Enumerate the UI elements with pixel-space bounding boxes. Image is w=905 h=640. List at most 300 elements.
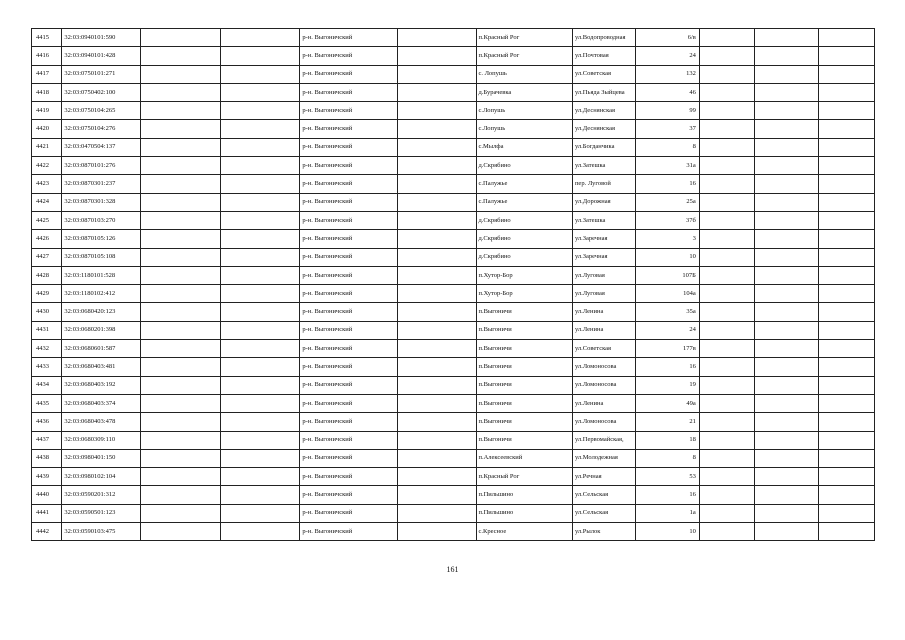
cadastral-number-cell: 32:03:0750101:271: [62, 65, 141, 83]
house-number-cell: 104а: [635, 285, 699, 303]
street-cell: ул.Водопроводная: [572, 29, 635, 47]
district-cell: р-н. Выгоничский: [300, 449, 398, 467]
empty-cell: [220, 248, 300, 266]
row-number-cell: 4428: [32, 266, 62, 284]
empty-cell: [397, 413, 476, 431]
district-cell: р-н. Выгоничский: [300, 157, 398, 175]
row-number-cell: 4438: [32, 449, 62, 467]
district-cell: р-н. Выгоничский: [300, 358, 398, 376]
empty-cell: [755, 504, 819, 522]
empty-cell: [220, 413, 300, 431]
empty-cell: [220, 47, 300, 65]
empty-cell: [397, 266, 476, 284]
empty-cell: [755, 486, 819, 504]
street-cell: ул.Ломоносова: [572, 376, 635, 394]
empty-cell: [141, 193, 221, 211]
row-number-cell: 4421: [32, 138, 62, 156]
locality-cell: с.Палужье: [476, 193, 572, 211]
table-row: [32, 504, 875, 522]
empty-cell: [819, 120, 875, 138]
empty-cell: [397, 102, 476, 120]
cadastral-number-cell: 32:03:0680403:192: [62, 376, 141, 394]
locality-cell: п.Пильшино: [476, 504, 572, 522]
district-cell: р-н. Выгоничский: [300, 65, 398, 83]
house-number-cell: 6/в: [635, 29, 699, 47]
empty-cell: [141, 321, 221, 339]
empty-cell: [819, 65, 875, 83]
locality-cell: п.Красный Рог: [476, 47, 572, 65]
district-cell: р-н. Выгоничский: [300, 266, 398, 284]
row-number-cell: 4435: [32, 394, 62, 412]
empty-cell: [699, 248, 755, 266]
street-cell: ул.Ленина: [572, 321, 635, 339]
empty-cell: [755, 193, 819, 211]
empty-cell: [819, 523, 875, 541]
empty-cell: [141, 523, 221, 541]
empty-cell: [755, 47, 819, 65]
district-cell: р-н. Выгоничский: [300, 523, 398, 541]
locality-cell: п.Красный Рог: [476, 468, 572, 486]
locality-cell: п.Красный Рог: [476, 29, 572, 47]
house-number-cell: 16: [635, 358, 699, 376]
empty-cell: [220, 65, 300, 83]
empty-cell: [397, 321, 476, 339]
house-number-cell: 18: [635, 431, 699, 449]
empty-cell: [699, 431, 755, 449]
street-cell: ул.Затешка: [572, 211, 635, 229]
house-number-cell: 53: [635, 468, 699, 486]
cadastral-number-cell: 32:03:0680403:478: [62, 413, 141, 431]
empty-cell: [220, 266, 300, 284]
district-cell: р-н. Выгоничский: [300, 321, 398, 339]
empty-cell: [397, 230, 476, 248]
row-number-cell: 4431: [32, 321, 62, 339]
house-number-cell: 10: [635, 523, 699, 541]
empty-cell: [220, 157, 300, 175]
locality-cell: п.Пильшино: [476, 486, 572, 504]
empty-cell: [220, 394, 300, 412]
empty-cell: [819, 157, 875, 175]
district-cell: р-н. Выгоничский: [300, 285, 398, 303]
table-row: [32, 376, 875, 394]
empty-cell: [397, 211, 476, 229]
empty-cell: [220, 468, 300, 486]
row-number-cell: 4417: [32, 65, 62, 83]
district-cell: р-н. Выгоничский: [300, 376, 398, 394]
empty-cell: [819, 266, 875, 284]
empty-cell: [220, 523, 300, 541]
empty-cell: [220, 102, 300, 120]
empty-cell: [755, 376, 819, 394]
row-number-cell: 4423: [32, 175, 62, 193]
district-cell: р-н. Выгоничский: [300, 47, 398, 65]
empty-cell: [397, 83, 476, 101]
locality-cell: п.Хутор-Бор: [476, 266, 572, 284]
empty-cell: [141, 230, 221, 248]
empty-cell: [819, 248, 875, 266]
empty-cell: [397, 138, 476, 156]
empty-cell: [141, 449, 221, 467]
empty-cell: [699, 303, 755, 321]
empty-cell: [141, 285, 221, 303]
locality-cell: д.Бурачевка: [476, 83, 572, 101]
house-number-cell: 24: [635, 321, 699, 339]
empty-cell: [220, 138, 300, 156]
cadastral-number-cell: 32:03:0870101:276: [62, 157, 141, 175]
empty-cell: [699, 175, 755, 193]
empty-cell: [220, 321, 300, 339]
empty-cell: [141, 157, 221, 175]
empty-cell: [755, 468, 819, 486]
row-number-cell: 4442: [32, 523, 62, 541]
empty-cell: [819, 230, 875, 248]
cadastral-number-cell: 32:03:1180101:528: [62, 266, 141, 284]
house-number-cell: 37: [635, 120, 699, 138]
row-number-cell: 4424: [32, 193, 62, 211]
locality-cell: с. Лопушь: [476, 65, 572, 83]
empty-cell: [819, 504, 875, 522]
empty-cell: [699, 468, 755, 486]
page-number: 161: [446, 565, 459, 574]
empty-cell: [220, 29, 300, 47]
empty-cell: [699, 266, 755, 284]
locality-cell: п.Алексеевский: [476, 449, 572, 467]
table-row: [32, 102, 875, 120]
empty-cell: [699, 157, 755, 175]
empty-cell: [819, 358, 875, 376]
empty-cell: [220, 230, 300, 248]
cadastral-number-cell: 32:03:0870105:108: [62, 248, 141, 266]
street-cell: ул.Ломоносова: [572, 358, 635, 376]
locality-cell: д.Скрябино: [476, 248, 572, 266]
cadastral-number-cell: 32:03:0940101:428: [62, 47, 141, 65]
empty-cell: [699, 394, 755, 412]
empty-cell: [755, 394, 819, 412]
table-row: [32, 157, 875, 175]
empty-cell: [141, 47, 221, 65]
empty-cell: [699, 486, 755, 504]
empty-cell: [819, 47, 875, 65]
street-cell: ул.Советская: [572, 340, 635, 358]
street-cell: ул.Молодежная: [572, 449, 635, 467]
cadastral-number-cell: 32:03:0680420:123: [62, 303, 141, 321]
empty-cell: [397, 303, 476, 321]
street-cell: пер. Луговой: [572, 175, 635, 193]
row-number-cell: 4430: [32, 303, 62, 321]
locality-cell: п.Выгоничи: [476, 321, 572, 339]
house-number-cell: 3: [635, 230, 699, 248]
empty-cell: [141, 29, 221, 47]
table-row: [32, 413, 875, 431]
table-row: [32, 175, 875, 193]
empty-cell: [141, 175, 221, 193]
district-cell: р-н. Выгоничский: [300, 120, 398, 138]
cadastral-number-cell: 32:03:0940101:590: [62, 29, 141, 47]
street-cell: ул.Ленина: [572, 394, 635, 412]
empty-cell: [755, 248, 819, 266]
street-cell: ул.Заречная: [572, 248, 635, 266]
empty-cell: [699, 211, 755, 229]
empty-cell: [397, 285, 476, 303]
locality-cell: п.Выгоничи: [476, 303, 572, 321]
empty-cell: [397, 358, 476, 376]
cadastral-number-cell: 32:03:0870103:270: [62, 211, 141, 229]
empty-cell: [819, 340, 875, 358]
house-number-cell: 107Б: [635, 266, 699, 284]
street-cell: ул.Богданчика: [572, 138, 635, 156]
empty-cell: [699, 285, 755, 303]
empty-cell: [755, 65, 819, 83]
cadastral-number-cell: 32:03:0870301:328: [62, 193, 141, 211]
empty-cell: [819, 29, 875, 47]
house-number-cell: 132: [635, 65, 699, 83]
empty-cell: [699, 358, 755, 376]
district-cell: р-н. Выгоничский: [300, 504, 398, 522]
empty-cell: [220, 486, 300, 504]
empty-cell: [397, 65, 476, 83]
empty-cell: [220, 340, 300, 358]
house-number-cell: 10: [635, 248, 699, 266]
house-number-cell: 8: [635, 138, 699, 156]
empty-cell: [397, 248, 476, 266]
empty-cell: [220, 285, 300, 303]
empty-cell: [819, 138, 875, 156]
row-number-cell: 4432: [32, 340, 62, 358]
empty-cell: [397, 449, 476, 467]
locality-cell: д.Скрябино: [476, 230, 572, 248]
empty-cell: [141, 138, 221, 156]
street-cell: ул.Луговая: [572, 285, 635, 303]
empty-cell: [397, 29, 476, 47]
cadastral-number-cell: 32:03:0750104:265: [62, 102, 141, 120]
empty-cell: [699, 47, 755, 65]
cadastral-number-cell: 32:03:0680403:481: [62, 358, 141, 376]
empty-cell: [755, 340, 819, 358]
cadastral-number-cell: 32:03:0750402:100: [62, 83, 141, 101]
district-cell: р-н. Выгоничский: [300, 193, 398, 211]
table-row: [32, 193, 875, 211]
district-cell: р-н. Выгоничский: [300, 431, 398, 449]
empty-cell: [819, 102, 875, 120]
table-row: [32, 486, 875, 504]
empty-cell: [397, 431, 476, 449]
house-number-cell: 99: [635, 102, 699, 120]
table-row: [32, 266, 875, 284]
empty-cell: [397, 394, 476, 412]
empty-cell: [755, 266, 819, 284]
empty-cell: [755, 120, 819, 138]
cadastral-number-cell: 32:03:0680201:398: [62, 321, 141, 339]
district-cell: р-н. Выгоничский: [300, 303, 398, 321]
row-number-cell: 4429: [32, 285, 62, 303]
district-cell: р-н. Выгоничский: [300, 138, 398, 156]
district-cell: р-н. Выгоничский: [300, 175, 398, 193]
empty-cell: [220, 504, 300, 522]
empty-cell: [141, 340, 221, 358]
table-row: [32, 340, 875, 358]
row-number-cell: 4437: [32, 431, 62, 449]
empty-cell: [819, 431, 875, 449]
house-number-cell: 25а: [635, 193, 699, 211]
district-cell: р-н. Выгоничский: [300, 230, 398, 248]
district-cell: р-н. Выгоничский: [300, 486, 398, 504]
empty-cell: [220, 120, 300, 138]
house-number-cell: 24: [635, 47, 699, 65]
empty-cell: [220, 303, 300, 321]
cadastral-number-cell: 32:03:0750104:276: [62, 120, 141, 138]
district-cell: р-н. Выгоничский: [300, 83, 398, 101]
table-row: [32, 138, 875, 156]
locality-cell: п.Выгоничи: [476, 340, 572, 358]
table-row: [32, 29, 875, 47]
district-cell: р-н. Выгоничский: [300, 468, 398, 486]
empty-cell: [220, 175, 300, 193]
street-cell: ул.Деснянская: [572, 120, 635, 138]
locality-cell: п.Выгоничи: [476, 394, 572, 412]
table-row: [32, 394, 875, 412]
empty-cell: [819, 394, 875, 412]
empty-cell: [141, 102, 221, 120]
empty-cell: [220, 449, 300, 467]
street-cell: ул.Дорожная: [572, 193, 635, 211]
empty-cell: [397, 120, 476, 138]
cadastral-number-cell: 32:03:0870301:237: [62, 175, 141, 193]
district-cell: р-н. Выгоничский: [300, 394, 398, 412]
empty-cell: [819, 83, 875, 101]
cadastral-number-cell: 32:03:0590201:312: [62, 486, 141, 504]
locality-cell: п.Выгоничи: [476, 413, 572, 431]
empty-cell: [699, 413, 755, 431]
cadastral-number-cell: 32:03:0680309:110: [62, 431, 141, 449]
empty-cell: [755, 285, 819, 303]
house-number-cell: 16: [635, 175, 699, 193]
locality-cell: д.Скрябино: [476, 157, 572, 175]
table-row: [32, 285, 875, 303]
empty-cell: [755, 431, 819, 449]
empty-cell: [819, 211, 875, 229]
empty-cell: [819, 193, 875, 211]
table-row: [32, 449, 875, 467]
table-row: [32, 47, 875, 65]
empty-cell: [819, 321, 875, 339]
empty-cell: [755, 83, 819, 101]
registry-table-body: [32, 29, 875, 541]
empty-cell: [220, 211, 300, 229]
empty-cell: [141, 376, 221, 394]
row-number-cell: 4420: [32, 120, 62, 138]
empty-cell: [755, 523, 819, 541]
empty-cell: [699, 449, 755, 467]
locality-cell: с.Лопушь: [476, 120, 572, 138]
row-number-cell: 4415: [32, 29, 62, 47]
street-cell: ул.Пьяда Зыйцева: [572, 83, 635, 101]
district-cell: р-н. Выгоничский: [300, 413, 398, 431]
table-row: [32, 358, 875, 376]
empty-cell: [755, 157, 819, 175]
empty-cell: [141, 468, 221, 486]
row-number-cell: 4422: [32, 157, 62, 175]
street-cell: ул.Рылок: [572, 523, 635, 541]
empty-cell: [141, 266, 221, 284]
street-cell: ул.Затешка: [572, 157, 635, 175]
empty-cell: [699, 230, 755, 248]
cadastral-number-cell: 32:03:0980401:150: [62, 449, 141, 467]
district-cell: р-н. Выгоничский: [300, 340, 398, 358]
empty-cell: [819, 303, 875, 321]
empty-cell: [141, 504, 221, 522]
empty-cell: [699, 83, 755, 101]
row-number-cell: 4426: [32, 230, 62, 248]
house-number-cell: 16: [635, 486, 699, 504]
locality-cell: с.Кресное: [476, 523, 572, 541]
table-row: [32, 321, 875, 339]
street-cell: ул.Сельская: [572, 504, 635, 522]
table-row: [32, 211, 875, 229]
cadastral-number-cell: 32:03:1180102:412: [62, 285, 141, 303]
empty-cell: [397, 486, 476, 504]
table-row: [32, 523, 875, 541]
locality-cell: п.Выгоничи: [476, 431, 572, 449]
table-row: [32, 83, 875, 101]
empty-cell: [755, 358, 819, 376]
empty-cell: [397, 523, 476, 541]
empty-cell: [397, 376, 476, 394]
empty-cell: [755, 138, 819, 156]
row-number-cell: 4441: [32, 504, 62, 522]
row-number-cell: 4419: [32, 102, 62, 120]
row-number-cell: 4416: [32, 47, 62, 65]
empty-cell: [755, 230, 819, 248]
empty-cell: [141, 303, 221, 321]
street-cell: ул.Первомайская,: [572, 431, 635, 449]
district-cell: р-н. Выгоничский: [300, 102, 398, 120]
street-cell: ул.Сельская: [572, 486, 635, 504]
table-row: [32, 65, 875, 83]
empty-cell: [699, 102, 755, 120]
empty-cell: [397, 504, 476, 522]
house-number-cell: 177в: [635, 340, 699, 358]
empty-cell: [397, 468, 476, 486]
table-row: [32, 431, 875, 449]
empty-cell: [699, 120, 755, 138]
empty-cell: [220, 358, 300, 376]
district-cell: р-н. Выгоничский: [300, 29, 398, 47]
row-number-cell: 4440: [32, 486, 62, 504]
table-row: [32, 248, 875, 266]
empty-cell: [819, 175, 875, 193]
cadastral-number-cell: 32:03:0680601:587: [62, 340, 141, 358]
empty-cell: [819, 486, 875, 504]
house-number-cell: 49а: [635, 394, 699, 412]
street-cell: ул.Ленина: [572, 303, 635, 321]
row-number-cell: 4418: [32, 83, 62, 101]
empty-cell: [141, 431, 221, 449]
empty-cell: [141, 413, 221, 431]
street-cell: ул.Речная: [572, 468, 635, 486]
table-row: [32, 120, 875, 138]
locality-cell: с.Палужье: [476, 175, 572, 193]
house-number-cell: 1а: [635, 504, 699, 522]
empty-cell: [141, 211, 221, 229]
empty-cell: [755, 449, 819, 467]
empty-cell: [755, 175, 819, 193]
registry-table: [31, 28, 875, 541]
street-cell: ул.Заречная: [572, 230, 635, 248]
empty-cell: [699, 29, 755, 47]
locality-cell: п.Выгоничи: [476, 358, 572, 376]
table-row: [32, 230, 875, 248]
cadastral-number-cell: 32:03:0980102:104: [62, 468, 141, 486]
